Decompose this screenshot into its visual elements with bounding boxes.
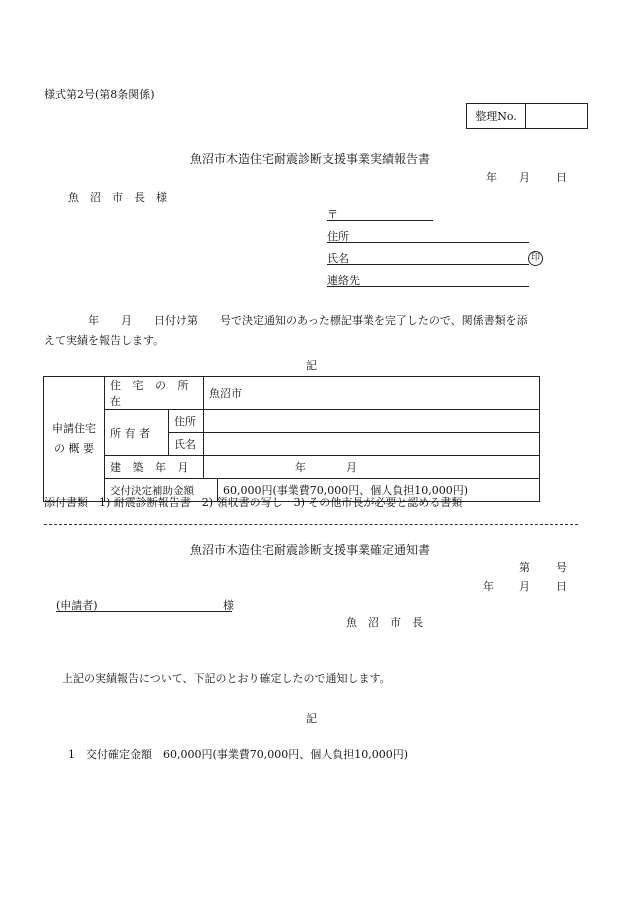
registration-number-field[interactable] [526,104,587,128]
report-body-line-1: 年 月 日付け第 号で決定通知のあった標記事業を完了したので、関係書類を添 [44,314,528,327]
owner-address-label: 住所 [169,410,204,433]
report-date-month: 月 [519,171,530,184]
location-value[interactable]: 魚沼市 [204,377,540,410]
notice-title: 魚沼市木造住宅耐震診断支援事業確定通知書 [190,543,431,557]
registration-number-box [466,103,588,129]
subsidy-label: 交付決定補助金額 [105,479,218,502]
application-group-label [44,377,105,502]
report-addressee: 魚 沼 市 長 様 [68,191,167,204]
applicant-name-label: 氏名 [327,252,349,265]
built-year: 年 [295,461,306,474]
applicant-address-field[interactable] [327,228,529,243]
notice-number-dai: 第 [519,561,530,574]
notice-ki: 記 [306,712,317,725]
owner-address-value[interactable] [204,410,540,433]
postal-mark: 〒 [327,208,338,221]
report-title: 魚沼市木造住宅耐震診断支援事業実績報告書 [190,152,431,166]
notice-applicant-label: (申請者) [56,599,98,612]
group-label-line-2: の 概 要 [54,442,94,455]
report-ki: 記 [306,359,317,372]
notice-date-month: 月 [519,580,530,593]
notice-number-go: 号 [556,561,567,574]
notice-date-year: 年 [483,580,494,593]
applicant-address-label: 住所 [327,230,349,243]
attachments-line: 添付書類 1) 耐震診断報告書 2) 領収書の写し 3) その他市長が必要と認める書類 [44,496,463,509]
notice-sama: 様 [223,599,234,612]
subsidy-value: 60,000円(事業費70,000円、個人負担10,000円) [218,479,540,502]
location-label: 住 宅 の 所 在 [105,377,204,410]
notice-date-day: 日 [556,580,567,593]
notice-sender: 魚 沼 市 長 [346,616,423,629]
group-label-line-1: 申請住宅 [52,422,96,435]
application-overview-table [43,376,540,502]
applicant-contact-field[interactable] [327,272,529,287]
cut-line-divider [44,524,578,525]
report-body-line-2: えて実績を報告します。 [44,334,165,347]
postal-code-field[interactable] [327,206,433,221]
seal-mark: 印 [528,251,543,266]
built-value[interactable] [204,456,540,479]
applicant-contact-label: 連絡先 [327,274,360,287]
form-number: 様式第2号(第8条関係) [44,88,155,101]
report-date-year: 年 [486,171,497,184]
applicant-name-field[interactable] [327,250,529,265]
built-label: 建 築 年 月 [105,456,204,479]
owner-label: 所 有 者 [105,410,169,456]
notice-applicant-field[interactable] [56,597,232,612]
notice-item-amount: 1 交付確定金額 60,000円(事業費70,000円、個人負担10,000円) [68,748,409,761]
notice-body: 上記の実績報告について、下記のとおり確定したので通知します。 [62,672,391,685]
report-date-day: 日 [556,171,567,184]
owner-name-value[interactable] [204,433,540,456]
registration-number-label: 整理No. [467,104,526,128]
built-month: 月 [346,461,357,474]
owner-name-label: 氏名 [169,433,204,456]
